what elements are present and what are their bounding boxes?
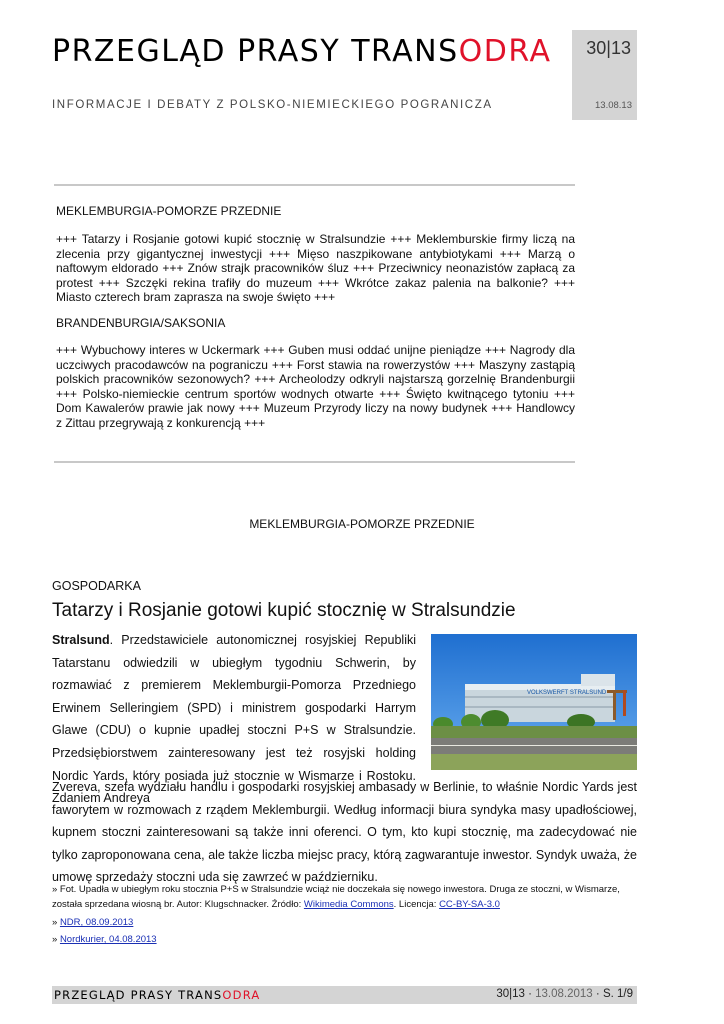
footer-issue: 30|13 [496, 988, 525, 1000]
region-heading: MEKLEMBURGIA-POMORZE PRZEDNIE [249, 517, 475, 531]
photo-caption-text: » Fot. Upadła w ubiegłym roku stocznia P+S w Stralsundzie wciąż nie doczekała się nowego inwestora. Druga ze stoczni, w Wismarze, została sprzedana wiosną br. Autor: Klugschnacker. Źródło: [52, 884, 620, 910]
footer-issue-info [496, 988, 633, 1000]
title-accent: ODRA [458, 34, 552, 69]
publication-title [52, 34, 552, 69]
footer-date: 13.08.2013 [535, 988, 593, 1000]
summary-section2-title: BRANDENBURGIA/SAKSONIA [56, 316, 226, 330]
shipyard-sign: VOLKSWERFT STRALSUND [527, 690, 607, 696]
source-prefix: » [52, 917, 60, 928]
summary-section2-text: +++ Wybuchowy interes w Uckermark +++ Guben musi oddać unijne pieniądze +++ Nagrody dla uczciwych pracodawców na pograniczu +++ Forst stawia na rowerzystów +++ Maszyny zastąpią polskich pracowników sezonowych? +++ Archeolodzy odkryli najstarszą gorzelnię Brandenburgii +++ Polsko-niemieckie centrum sportów wodnych otwarte +++ Święto kwitnącego tytoniu +++ Dom Kawalerów prawie jak nowy +++ Muzeum Przyrody liczy na nowy budynek +++ Handlowcy z Zittau przegrywają z konkurencją +++ [56, 343, 575, 430]
source-prefix: » [52, 934, 60, 945]
article-dateline: Stralsund [52, 633, 110, 647]
nordkurier-link[interactable]: Nordkurier, 04.08.2013 [59, 934, 157, 945]
footer-separator: · [524, 988, 536, 1000]
footer-title [54, 988, 261, 1002]
footer-separator: · [592, 988, 603, 1000]
shipyard-photo [431, 634, 637, 770]
photo-license-label: . Licencja: [393, 899, 440, 910]
title-main: PRZEGLĄD PRASY TRANS [52, 34, 459, 69]
summary-bottom-rule [54, 461, 575, 463]
footer-page-number: S. 1/9 [602, 988, 633, 1000]
photo-caption [52, 882, 637, 912]
article-headline: Tatarzy i Rosjanie gotowi kupić stocznię w Stralsundzie [52, 600, 516, 621]
publication-subtitle: INFORMACJE I DEBATY Z POLSKO-NIEMIECKIEGO POGRANICZA [52, 99, 493, 111]
page-footer [52, 986, 637, 1004]
article-body-continued: Zvereva, szefa wydziału handlu i gospodarki rosyjskiej ambasady w Berlinie, to właśnie Nordic Yards jest faworytem w rozmowach z rządem Meklemburgii. Według informacji biura syndyka masy upadłościowej, kupnem stoczni zainteresowani są także inni oferenci. O tym, kto kupi stocznię, ma zadecydować nie tylko zaproponowana cena, ale także liczba miejsc pracy, którą zagwarantuje inwestor. Syndyk uważa, że umowę sprzedaży stoczni uda się zawrzeć w październiku. [52, 780, 637, 885]
wikimedia-link[interactable]: Wikimedia Commons [303, 899, 394, 910]
ndr-link[interactable]: NDR, 08.09.2013 [59, 917, 134, 928]
footer-title-accent: ODRA [222, 988, 261, 1002]
footer-title-main: PRZEGLĄD PRASY TRANS [54, 988, 223, 1002]
issue-badge [572, 30, 637, 120]
license-link[interactable]: CC-BY-SA-3.0 [439, 899, 500, 910]
article-body-part1: . Przedstawiciele autonomicznej rosyjskiej Republiki Tatarstanu odwiedzili w ubiegłym tygodniu Schwerin, by rozmawiać z premierem Meklemburgii-Pomorza Przedniego Erwinem Selleringiem (SPD) i ministrem gospodarki Harrym Glawe (CDU) o kupnie upadłej stoczni P+S w Stralsundzie. Przedsiębiorstwem zainteresowany jest też rosyjski holding Nordic Yards, który posiada już stocznie w Wismarze i Rostoku. Zdaniem Andreya [52, 633, 416, 806]
summary-section1-text: +++ Tatarzy i Rosjanie gotowi kupić stocznię w Stralsundzie +++ Meklemburskie firmy liczą na zlecenia przy gigantycznej inwestycji +++ Mięso naszpikowane antybiotykami +++ Marzą o naftowym eldorado +++ Znów strajk pracowników śluz +++ Przeciwnicy neonazistów zapłacą za protest +++ Szczęki rekina trafiły do muzeum +++ Wkrótce zakaz palenia na balkonie? +++ Miasto czterech bram zaprasza na swoje święto +++ [56, 232, 575, 304]
issue-date: 13.08.13 [595, 100, 632, 111]
summary-top-rule [54, 184, 575, 186]
issue-number: 30|13 [586, 38, 631, 58]
source-nordkurier [52, 934, 157, 945]
summary-section1-title: MEKLEMBURGIA-POMORZE PRZEDNIE [56, 204, 282, 218]
source-ndr [52, 917, 133, 928]
article-category: GOSPODARKA [52, 579, 141, 593]
